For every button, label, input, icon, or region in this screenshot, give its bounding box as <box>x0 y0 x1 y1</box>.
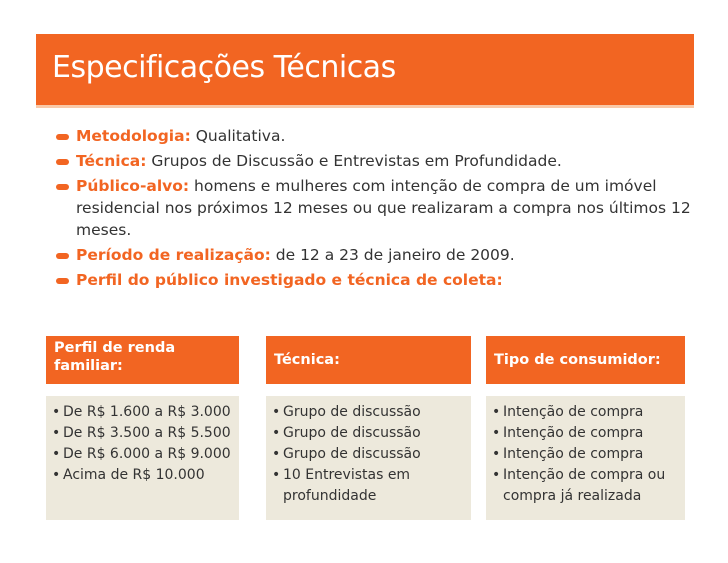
bullet-periodo <box>54 244 694 266</box>
bullet-dash-icon <box>56 159 69 165</box>
list-item: • Intenção de compra <box>492 423 679 444</box>
table-header-row <box>46 336 685 384</box>
list-item: • Intenção de compra <box>492 402 679 423</box>
list-item: • Intenção de compra <box>492 444 679 465</box>
cell-tecnica <box>266 396 471 520</box>
list-item: • Grupo de discussão <box>272 423 465 444</box>
bullet-metodologia <box>54 125 694 147</box>
header-perfil-renda: Perfil de renda familiar: <box>46 336 239 384</box>
bullet-label: Metodologia: <box>76 127 191 145</box>
list-item: • Acima de R$ 10.000 <box>52 465 233 486</box>
page-title: Especificações Técnicas <box>52 50 396 85</box>
title-bar <box>36 34 694 108</box>
header-tecnica: Técnica: <box>266 336 471 384</box>
bullet-text: Grupos de Discussão e Entrevistas em Profundidade. <box>146 152 562 170</box>
bullet-dash-icon <box>56 278 69 284</box>
specs-table <box>46 336 685 504</box>
list-item: • De R$ 3.500 a R$ 5.500 <box>52 423 233 444</box>
bullet-text: Qualitativa. <box>190 127 286 145</box>
list-item: • De R$ 6.000 a R$ 9.000 <box>52 444 233 465</box>
list-item: • Grupo de discussão <box>272 402 465 423</box>
bullet-dash-icon <box>56 134 69 140</box>
bullet-label: Perfil do público investigado e técnica de coleta: <box>76 271 503 289</box>
list-item: • Grupo de discussão <box>272 444 465 465</box>
bullet-label: Público-alvo: <box>76 177 190 195</box>
bullet-perfil <box>54 269 694 291</box>
bullet-dash-icon <box>56 253 69 259</box>
header-tipo-consumidor: Tipo de consumidor: <box>486 336 685 384</box>
list-item: • Intenção de compra ou compra já realizada <box>492 465 679 507</box>
bullet-list <box>54 125 694 294</box>
bullet-text: de 12 a 23 de janeiro de 2009. <box>270 246 515 264</box>
bullet-text: homens e mulheres com intenção de compra de um imóvel residencial nos próximos 12 meses ou que realizaram a compra nos últimos 12 meses. <box>76 177 691 239</box>
cell-perfil-renda <box>46 396 239 520</box>
cell-tipo-consumidor <box>486 396 685 520</box>
bullet-tecnica <box>54 150 694 172</box>
list-item: • 10 Entrevistas em profundidade <box>272 465 465 507</box>
bullet-publico-alvo <box>54 175 694 241</box>
bullet-label: Período de realização: <box>76 246 271 264</box>
list-item: • De R$ 1.600 a R$ 3.000 <box>52 402 233 423</box>
bullet-label: Técnica: <box>76 152 147 170</box>
bullet-dash-icon <box>56 184 69 190</box>
table-body-row <box>46 396 685 520</box>
